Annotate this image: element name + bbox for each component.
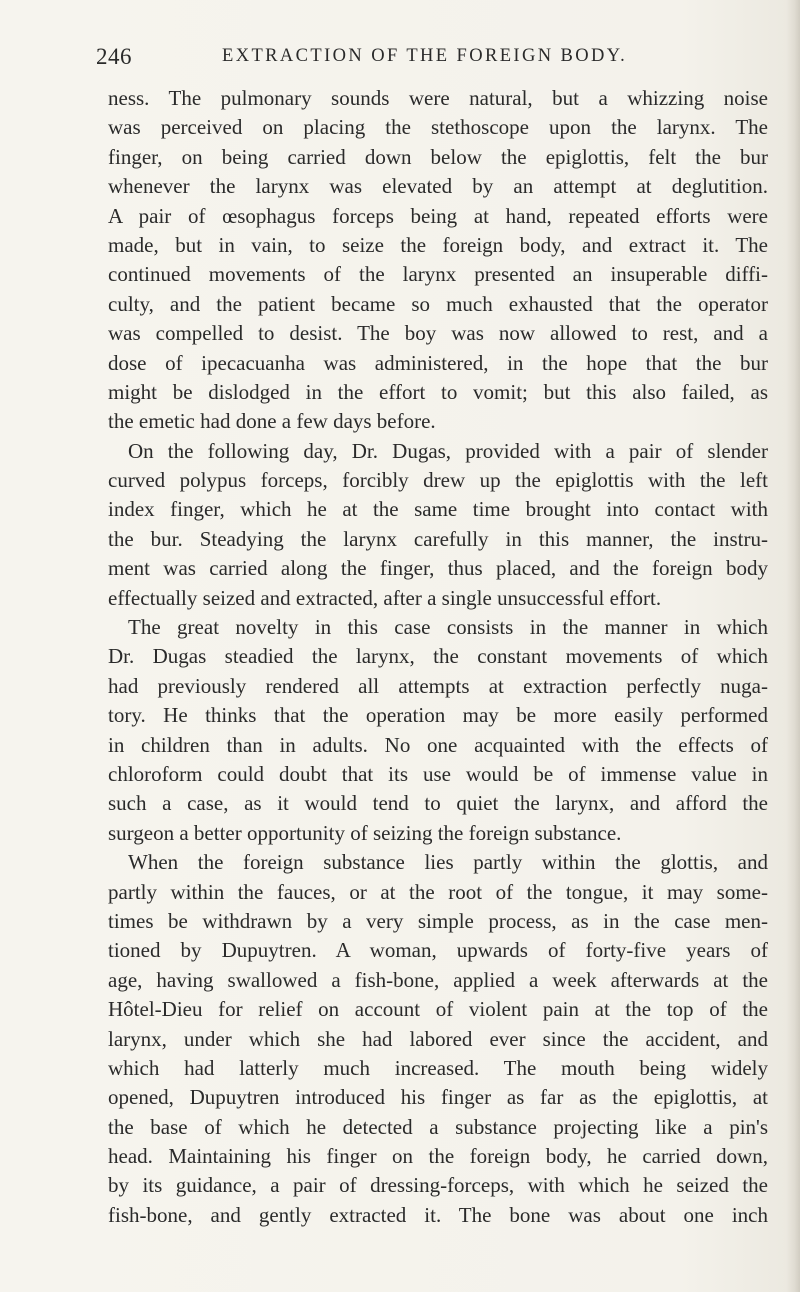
text-line: made, but in vain, to seize the foreign body, and extract it. The <box>108 232 768 257</box>
text-line: the bur. Steadying the larynx carefully in this manner, the instru- <box>108 526 768 551</box>
text-line: whenever the larynx was elevated by an attempt at deglutition. <box>108 174 768 199</box>
text-line: in children than in adults. No one acquainted with the effects of <box>108 732 768 757</box>
text-line: the emetic had done a few days before. <box>108 409 436 434</box>
text-line: times be withdrawn by a very simple process, as in the case men- <box>108 908 768 933</box>
text-line: A pair of œsophagus forceps being at hand, repeated efforts were <box>108 203 768 228</box>
text-line: The great novelty in this case consists in the manner in which <box>128 615 768 640</box>
text-line: by its guidance, a pair of dressing-forceps, with which he seized the <box>108 1173 768 1198</box>
text-line: might be dislodged in the effort to vomit; but this also failed, as <box>108 379 768 404</box>
text-line: head. Maintaining his finger on the foreign body, he carried down, <box>108 1144 768 1169</box>
running-head: EXTRACTION OF THE FOREIGN BODY. <box>222 46 628 66</box>
body-text <box>108 84 768 1230</box>
text-line: opened, Dupuytren introduced his finger as far as the epiglottis, at <box>108 1085 768 1110</box>
text-line: On the following day, Dr. Dugas, provided with a pair of slender <box>128 438 768 463</box>
text-line: Dr. Dugas steadied the larynx, the constant movements of which <box>108 644 768 669</box>
text-line: tioned by Dupuytren. A woman, upwards of forty-five years of <box>108 938 768 963</box>
text-line: ness. The pulmonary sounds were natural, but a whizzing noise <box>108 86 768 110</box>
text-line: was perceived on placing the stethoscope upon the larynx. The <box>108 115 768 140</box>
text-line: index finger, which he at the same time brought into contact with <box>108 497 768 522</box>
text-line: age, having swallowed a fish-bone, applied a week afterwards at the <box>108 967 768 992</box>
text-line: tory. He thinks that the operation may be more easily performed <box>108 703 768 728</box>
text-line: larynx, under which she had labored ever since the accident, and <box>108 1026 768 1051</box>
text-line: When the foreign substance lies partly within the glottis, and <box>128 850 768 875</box>
page-edge-shadow <box>786 0 800 1292</box>
text-line: was compelled to desist. The boy was now allowed to rest, and a <box>108 321 768 346</box>
text-line: effectually seized and extracted, after a single unsuccessful effort. <box>108 585 662 610</box>
text-line: curved polypus forceps, forcibly drew up the epiglottis with the left <box>108 468 768 493</box>
text-line: Hôtel-Dieu for relief on account of violent pain at the top of the <box>108 997 768 1022</box>
text-line: which had latterly much increased. The mouth being widely <box>108 1055 768 1080</box>
text-line: surgeon a better opportunity of seizing the foreign substance. <box>108 820 622 845</box>
text-line: had previously rendered all attempts at extraction perfectly nuga- <box>108 673 768 698</box>
text-line: the base of which he detected a substance projecting like a pin's <box>108 1114 768 1139</box>
text-line: continued movements of the larynx presented an insuperable diffi- <box>108 262 768 287</box>
text-line: dose of ipecacuanha was administered, in the hope that the bur <box>108 350 768 375</box>
text-line: such a case, as it would tend to quiet the larynx, and afford the <box>108 791 768 816</box>
text-line: culty, and the patient became so much exhausted that the operator <box>108 291 768 316</box>
page-number: 246 <box>96 44 132 69</box>
text-line: finger, on being carried down below the epiglottis, felt the bur <box>108 144 768 169</box>
text-line: ment was carried along the finger, thus placed, and the foreign body <box>108 556 768 581</box>
page-header <box>96 44 736 74</box>
text-line: chloroform could doubt that its use would be of immense value in <box>108 761 768 786</box>
text-line: partly within the fauces, or at the root of the tongue, it may some- <box>108 879 768 904</box>
text-line: fish-bone, and gently extracted it. The bone was about one inch <box>108 1202 768 1227</box>
